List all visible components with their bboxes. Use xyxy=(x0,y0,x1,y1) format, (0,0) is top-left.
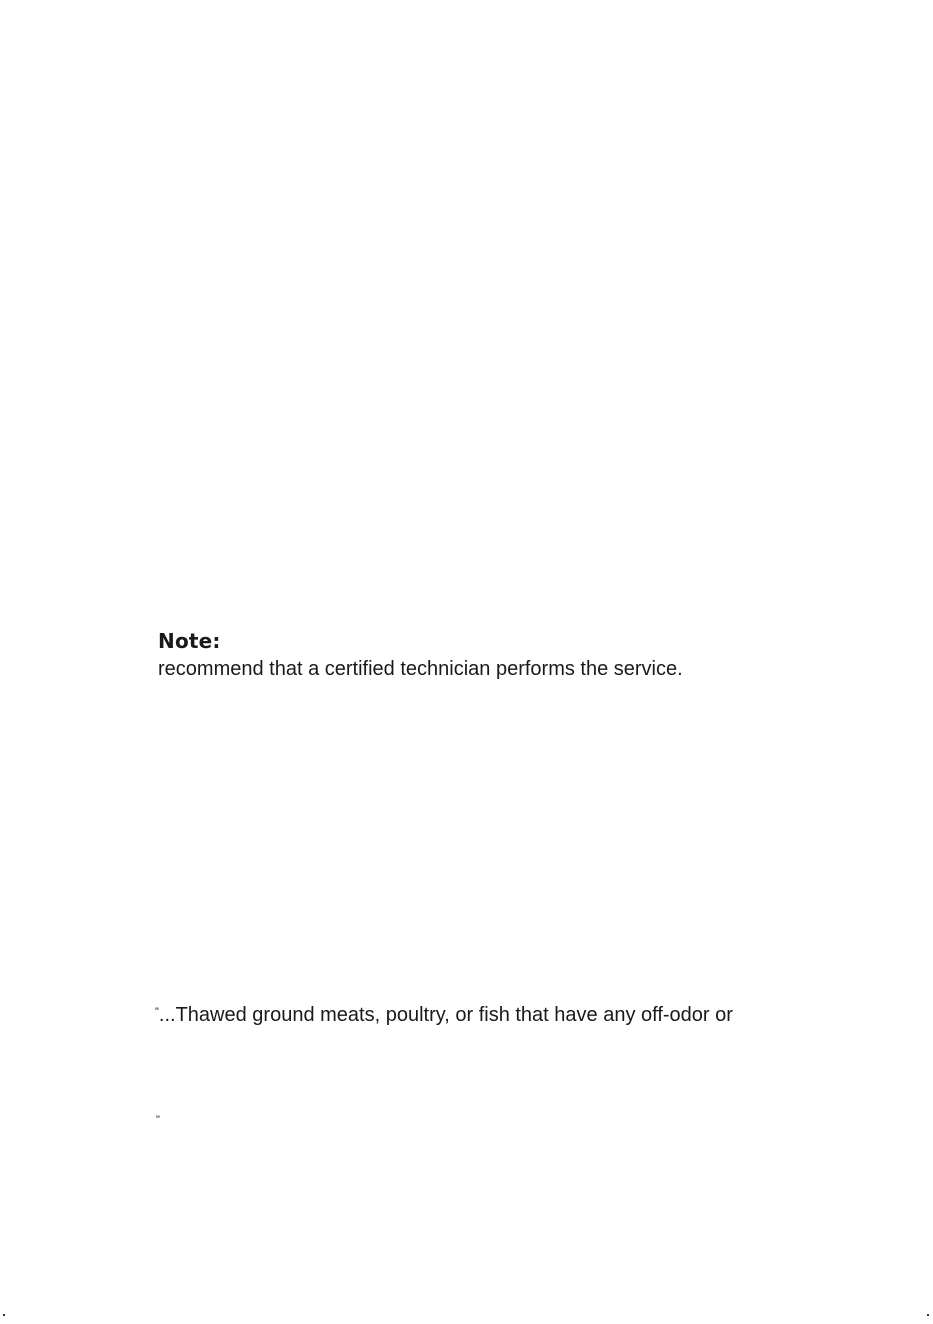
note-heading: Note: xyxy=(158,629,221,653)
open-quote-mark: " xyxy=(155,1006,159,1018)
quote-text: ...Thawed ground meats, poultry, or fish that have any off-odor or xyxy=(158,1004,733,1026)
quote-line xyxy=(155,999,733,1028)
page-corner-mark-right xyxy=(927,1314,929,1316)
close-quote-mark: " xyxy=(156,1114,160,1126)
note-text: recommend that a certified technician performs the service. xyxy=(158,658,683,680)
page-corner-mark-left xyxy=(3,1314,5,1316)
